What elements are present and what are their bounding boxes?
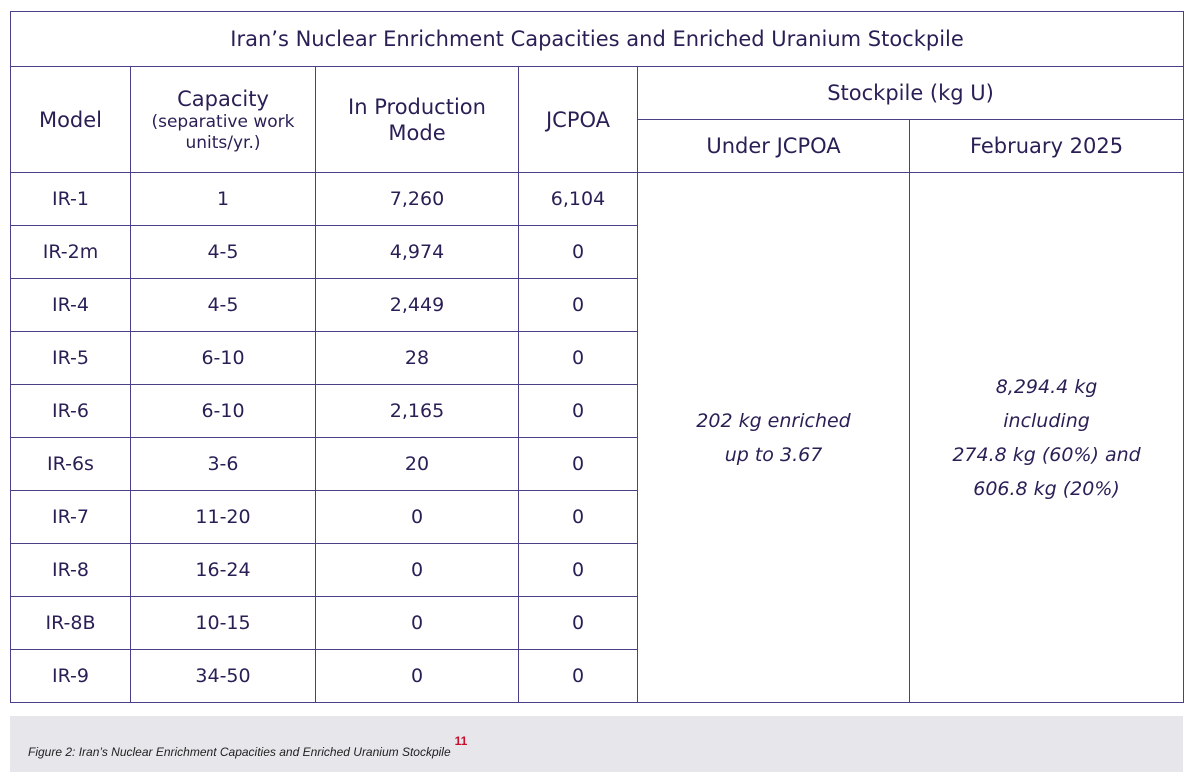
cell-model: IR-6	[11, 385, 131, 438]
cell-production: 2,449	[316, 279, 519, 332]
cell-capacity: 4-5	[131, 279, 316, 332]
cell-production: 2,165	[316, 385, 519, 438]
header-stockpile: Stockpile (kg U)	[638, 67, 1184, 120]
figure-caption	[10, 716, 1183, 772]
cell-model: IR-2m	[11, 226, 131, 279]
header-capacity-label: Capacity	[177, 86, 269, 111]
cell-capacity: 11-20	[131, 491, 316, 544]
cell-production: 0	[316, 597, 519, 650]
caption-reference[interactable]: 11	[454, 734, 468, 748]
cell-feb-2025-stockpile	[910, 173, 1184, 703]
cell-model: IR-1	[11, 173, 131, 226]
header-feb-2025: February 2025	[910, 120, 1184, 173]
header-model: Model	[11, 67, 131, 173]
table-row	[11, 173, 1184, 226]
cell-production: 4,974	[316, 226, 519, 279]
header-production: In Production Mode	[316, 67, 519, 173]
stockpile-feb-line: 606.8 kg (20%)	[973, 477, 1120, 500]
cell-capacity: 3-6	[131, 438, 316, 491]
cell-jcpoa: 6,104	[519, 173, 638, 226]
cell-jcpoa: 0	[519, 226, 638, 279]
caption-text-wrap	[28, 734, 468, 759]
cell-capacity: 6-10	[131, 332, 316, 385]
cell-jcpoa: 0	[519, 491, 638, 544]
cell-jcpoa: 0	[519, 650, 638, 703]
cell-model: IR-9	[11, 650, 131, 703]
cell-production: 20	[316, 438, 519, 491]
header-capacity	[131, 67, 316, 173]
cell-model: IR-6s	[11, 438, 131, 491]
cell-jcpoa: 0	[519, 597, 638, 650]
cell-capacity: 4-5	[131, 226, 316, 279]
cell-capacity: 6-10	[131, 385, 316, 438]
cell-production: 0	[316, 491, 519, 544]
cell-jcpoa: 0	[519, 385, 638, 438]
cell-model: IR-5	[11, 332, 131, 385]
stockpile-under-jcpoa-line: 202 kg enriched	[696, 409, 851, 432]
cell-jcpoa: 0	[519, 279, 638, 332]
cell-jcpoa: 0	[519, 438, 638, 491]
stockpile-feb-line: 274.8 kg (60%) and	[952, 443, 1141, 466]
cell-production: 0	[316, 650, 519, 703]
table-title: Iran’s Nuclear Enrichment Capacities and Enriched Uranium Stockpile	[11, 12, 1184, 67]
cell-production: 0	[316, 544, 519, 597]
cell-model: IR-8	[11, 544, 131, 597]
cell-model: IR-8B	[11, 597, 131, 650]
cell-capacity: 34-50	[131, 650, 316, 703]
cell-production: 28	[316, 332, 519, 385]
cell-production: 7,260	[316, 173, 519, 226]
cell-capacity: 16-24	[131, 544, 316, 597]
stockpile-feb-line: 8,294.4 kg	[995, 375, 1098, 398]
cell-jcpoa: 0	[519, 332, 638, 385]
cell-capacity: 10-15	[131, 597, 316, 650]
caption-text: Figure 2: Iran’s Nuclear Enrichment Capacities and Enriched Uranium Stockpile	[28, 745, 451, 759]
cell-model: IR-4	[11, 279, 131, 332]
cell-jcpoa: 0	[519, 544, 638, 597]
stockpile-feb-line: including	[1003, 409, 1090, 432]
cell-model: IR-7	[11, 491, 131, 544]
header-jcpoa: JCPOA	[519, 67, 638, 173]
enrichment-table	[10, 11, 1184, 703]
stockpile-under-jcpoa-line: up to 3.67	[724, 443, 823, 466]
header-capacity-sub: (separative work units/yr.)	[151, 111, 295, 153]
cell-under-jcpoa-stockpile	[638, 173, 910, 703]
header-under-jcpoa: Under JCPOA	[638, 120, 910, 173]
cell-capacity: 1	[131, 173, 316, 226]
